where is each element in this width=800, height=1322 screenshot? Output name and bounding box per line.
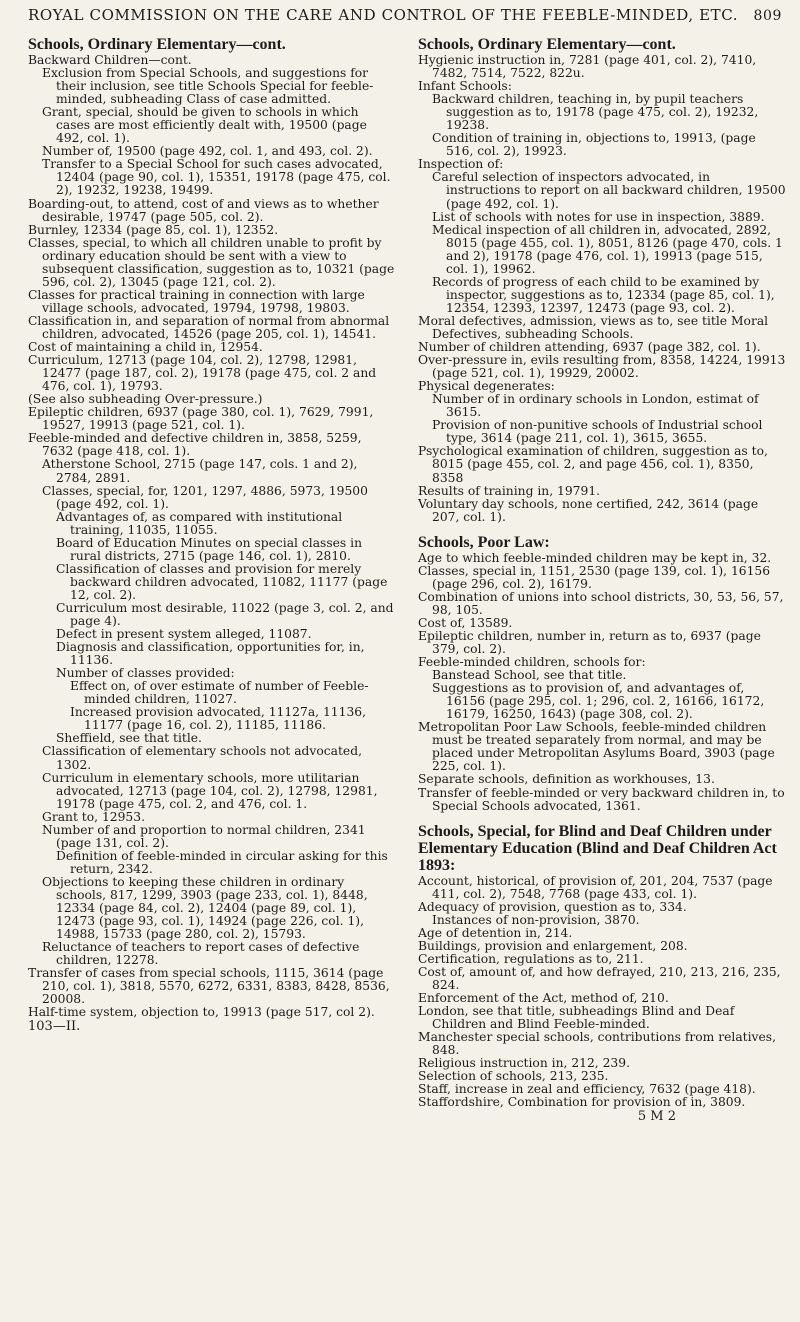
index-entry: Curriculum most desirable, 11022 (page 3, col. 2, and page 4). (56, 600, 394, 629)
index-entry: Atherstone School, 2715 (page 147, cols. 1 and 2), 2784, 2891. (42, 457, 358, 485)
index-entry: London, see that title, subheadings Blind and Deaf Children and Blind Feeble-minded. (418, 1004, 735, 1032)
running-head-title: ROYAL COMMISSION ON THE CARE AND CONTROL OF THE FEEBLE-MINDED, ETC. (28, 6, 739, 24)
page-number: 809 (753, 8, 782, 24)
index-entry: Increased provision advocated, 11127a, 11136, 11177 (page 16, col. 2), 11185, 11186. (70, 705, 367, 733)
index-entry: Inspection of: (418, 157, 504, 172)
index-entry: Curriculum, 12713 (page 104, col. 2), 12798, 12981, 12477 (page 187, col. 2), 19178 (page 475, col. 2 and 476, col. 1), 19793. (28, 353, 377, 394)
section-heading: Schools, Ordinary Elementary—cont. (28, 36, 286, 53)
index-entry: Staffordshire, Combination for provision of in, 3809. (418, 1095, 746, 1110)
index-entry: Epileptic children, number in, return as to, 6937 (page 379, col. 2). (418, 628, 761, 657)
index-entry: Sheffield, see that title. (56, 731, 202, 746)
index-entry: Curriculum in elementary schools, more utilitarian advocated, 12713 (page 104, col. 2), 12798, 12981, 19178 (page 475, col. 2, and 476, col. 1. (42, 770, 378, 811)
index-entry: Hygienic instruction in, 7281 (page 401, col. 2), 7410, 7482, 7514, 7522, 822u. (418, 53, 757, 81)
index-entry: Medical inspection of all children in, advocated, 2892, 8015 (page 455, col. 1), 8051, 8126 (page 470, cols. 1 and 2), 19178 (page 476, col. 1), 19913 (page 515, col. 1), 19962. (432, 222, 783, 276)
index-entry: Number of children attending, 6937 (page 382, col. 1). (418, 340, 761, 355)
index-entry: Transfer of cases from special schools, 1115, 3614 (page 210, col. 1), 3818, 5570, 6272, 6331, 8383, 8428, 8536, 20008. (28, 966, 390, 1007)
index-entry: Classification in, and separation of normal from abnormal children, advocated, 14526 (page 205, col. 1), 14541. (28, 313, 390, 341)
index-entry: Exclusion from Special Schools, and suggestions for their inclusion, see title Schools Special for feeble-minded, subheading Class of case admitted. (42, 66, 374, 107)
index-entry: Psychological examination of children, suggestion as to, 8015 (page 455, col. 2, and page 456, col. 1), 8350, 8358 (418, 444, 768, 485)
index-entry: Cost of, 13589. (418, 615, 513, 630)
left-entries (28, 54, 396, 1019)
index-entry: Careful selection of inspectors advocated, in instructions to report on all backward children, 19500 (page 492, col. 1). (432, 170, 786, 211)
index-entry: Burnley, 12334 (page 85, col. 1), 12352. (28, 222, 279, 237)
index-entry: Cost of maintaining a child in, 12954. (28, 340, 263, 355)
index-entry: Classes, special, for, 1201, 1297, 4886, 5973, 19500 (page 492, col. 1). (42, 483, 368, 511)
index-entry: Religious instruction in, 212, 239. (418, 1056, 630, 1071)
index-entry: (See also subheading Over-pressure.) (28, 392, 263, 407)
index-entry: Grant to, 12953. (42, 809, 145, 824)
index-entry: List of schools with notes for use in inspection, 3889. (432, 209, 765, 224)
index-entry: Number of and proportion to normal children, 2341 (page 131, col. 2). (42, 822, 366, 850)
index-entry: Combination of unions into school districts, 30, 53, 56, 57, 98, 105. (418, 589, 784, 617)
index-entry: Feeble-minded children, schools for: (418, 655, 646, 670)
index-entry: Diagnosis and classification, opportunities for, in, 11136. (56, 640, 365, 668)
section-heading: Schools, Ordinary Elementary—cont. (418, 36, 676, 53)
index-entry: Enforcement of the Act, method of, 210. (418, 991, 669, 1006)
index-entry: Grant, special, should be given to schools in which cases are most efficiently dealt with, 19500 (page 492, col. 1). (42, 105, 367, 146)
index-entry: Records of progress of each child to be examined by inspector, suggestions as to, 12334 (page 85, col. 1), 12354, 12393, 12397, 12473 (page 93, col. 2). (432, 274, 775, 315)
index-entry: Instances of non-provision, 3870. (432, 912, 640, 927)
section-heading: Schools, Poor Law: (418, 533, 550, 551)
index-entry: Cost of, amount of, and how defrayed, 210, 213, 216, 235, 824. (418, 964, 781, 992)
right-entries-2 (418, 552, 786, 813)
index-entry: Defect in present system alleged, 11087. (56, 627, 312, 642)
index-entry: Classification of elementary schools not advocated, 1302. (42, 744, 362, 772)
right-entries-3 (418, 875, 786, 1110)
index-entry: Selection of schools, 213, 235. (418, 1069, 609, 1084)
left-footer (28, 1020, 396, 1033)
index-entry: Metropolitan Poor Law Schools, feeble-minded children must be treated separately from normal, and may be placed under Metropolitan Asylums Board, 3903 (page 225, col. 1). (418, 720, 775, 774)
right-footer (418, 1110, 786, 1123)
section-heading: Schools, Special, for Blind and Deaf Children under Elementary Education (Blind and Deaf Children Act 1893: (418, 822, 777, 874)
index-entry: Classes, special in, 1151, 2530 (page 139, col. 1), 16156 (page 296, col. 2), 16179. (418, 563, 771, 591)
index-entry: Advantages of, as compared with institutional training, 11035, 11055. (56, 509, 343, 537)
index-entry: Number of classes provided: (56, 666, 235, 681)
index-entry: Results of training in, 19791. (418, 483, 601, 498)
index-entry: Infant Schools: (418, 79, 512, 94)
index-entry: Over-pressure in, evils resulting from, 8358, 14224, 19913 (page 521, col. 1), 19929, 20002. (418, 353, 786, 381)
index-entry: Backward children, teaching in, by pupil teachers suggestion as to, 19178 (page 475, col. 2), 19232, 19238. (432, 92, 759, 133)
index-entry: Classes for practical training in connection with large village schools, advocated, 19794, 19798, 19803. (28, 287, 365, 315)
index-entry: Age of detention in, 214. (418, 925, 573, 940)
right-column (418, 36, 786, 1124)
index-entry: Manchester special schools, contributions from relatives, 848. (418, 1030, 776, 1058)
index-entry: Suggestions as to provision of, and advantages of, 16156 (page 295, col. 1; 296, col. 2, 16166, 16172, 16179, 16250, 1643) (page 308, col. 2). (432, 681, 765, 722)
index-entry: Certification, regulations as to, 211. (418, 951, 644, 966)
index-entry: Condition of training in, objections to, 19913, (page 516, col. 2), 19923. (432, 131, 756, 159)
left-column (28, 36, 396, 1124)
index-columns (28, 36, 786, 1124)
index-entry: Classes, special, to which all children unable to profit by ordinary education should be sent with a view to subsequent classification, suggestion as to, 10321 (page 596, col. 2), 13045 (page 121, col. 2). (28, 235, 395, 289)
index-entry: Age to which feeble-minded children may be kept in, 32. (418, 550, 772, 565)
index-entry: Voluntary day schools, none certified, 242, 3614 (page 207, col. 1). (418, 496, 759, 524)
index-entry: Backward Children—cont. (28, 53, 192, 67)
index-entry: Effect on, of over estimate of number of Feeble-minded children, 11027. (70, 679, 369, 707)
signature-mark: 103—II. (28, 1019, 81, 1035)
index-entry: Classification of classes and provision for merely backward children advocated, 11082, 11177 (page 12, col. 2). (56, 561, 388, 602)
index-entry: Provision of non-punitive schools of Industrial school type, 3614 (page 211, col. 1), 3615, 3655. (432, 418, 763, 446)
index-entry: Banstead School, see that title. (432, 668, 627, 683)
right-entries (418, 54, 786, 524)
index-entry: Boarding-out, to attend, cost of and views as to whether desirable, 19747 (page 505, col. 2). (28, 196, 379, 224)
index-entry: Epileptic children, 6937 (page 380, col. 1), 7629, 7991, 19527, 19913 (page 521, col. 1). (28, 405, 374, 433)
index-entry: Transfer to a Special School for such cases advocated, 12404 (page 90, col. 1), 15351, 19178 (page 475, col. 2), 19232, 19238, 19499. (42, 157, 391, 198)
index-entry: Adequacy of provision, question as to, 334. (418, 899, 687, 914)
index-entry: Number of, 19500 (page 492, col. 1, and 493, col. 2). (42, 144, 373, 159)
running-head (28, 6, 782, 28)
index-entry: Number of in ordinary schools in London, estimat of 3615. (432, 392, 759, 420)
index-entry: Staff, increase in zeal and efficiency, 7632 (page 418). (418, 1082, 756, 1097)
index-entry: Physical degenerates: (418, 379, 555, 394)
index-entry: Definition of feeble-minded in circular asking for this return, 2342. (56, 848, 388, 876)
index-entry: Separate schools, definition as workhouses, 13. (418, 772, 715, 787)
signature-mark: 5 M 2 (637, 1109, 676, 1125)
index-entry: Objections to keeping these children in ordinary schools, 817, 1299, 3903 (page 233, col. 1), 8448, 12334 (page 84, col. 2), 12404 (page 89, col. 1), 12473 (page 93, col. 1), 14924 (page 226, col. 1), 14988, 15733 (page 280, col. 2), 15793. (42, 874, 368, 942)
index-entry: Moral defectives, admission, views as to, see title Moral Defectives, subheading Schools. (418, 313, 769, 341)
index-entry: Reluctance of teachers to report cases of defective children, 12278. (42, 940, 360, 968)
index-entry: Half-time system, objection to, 19913 (page 517, col 2). (28, 1005, 375, 1020)
index-entry: Board of Education Minutes on special classes in rural districts, 2715 (page 146, col. 1), 2810. (56, 535, 362, 563)
index-entry: Feeble-minded and defective children in, 3858, 5259, 7632 (page 418, col. 1). (28, 431, 362, 459)
index-entry: Transfer of feeble-minded or very backward children in, to Special Schools advocated, 1361. (418, 785, 785, 813)
index-entry: Account, historical, of provision of, 201, 204, 7537 (page 411, col. 2), 7548, 7768 (page 433, col. 1). (418, 873, 773, 901)
index-entry: Buildings, provision and enlargement, 208. (418, 938, 688, 953)
